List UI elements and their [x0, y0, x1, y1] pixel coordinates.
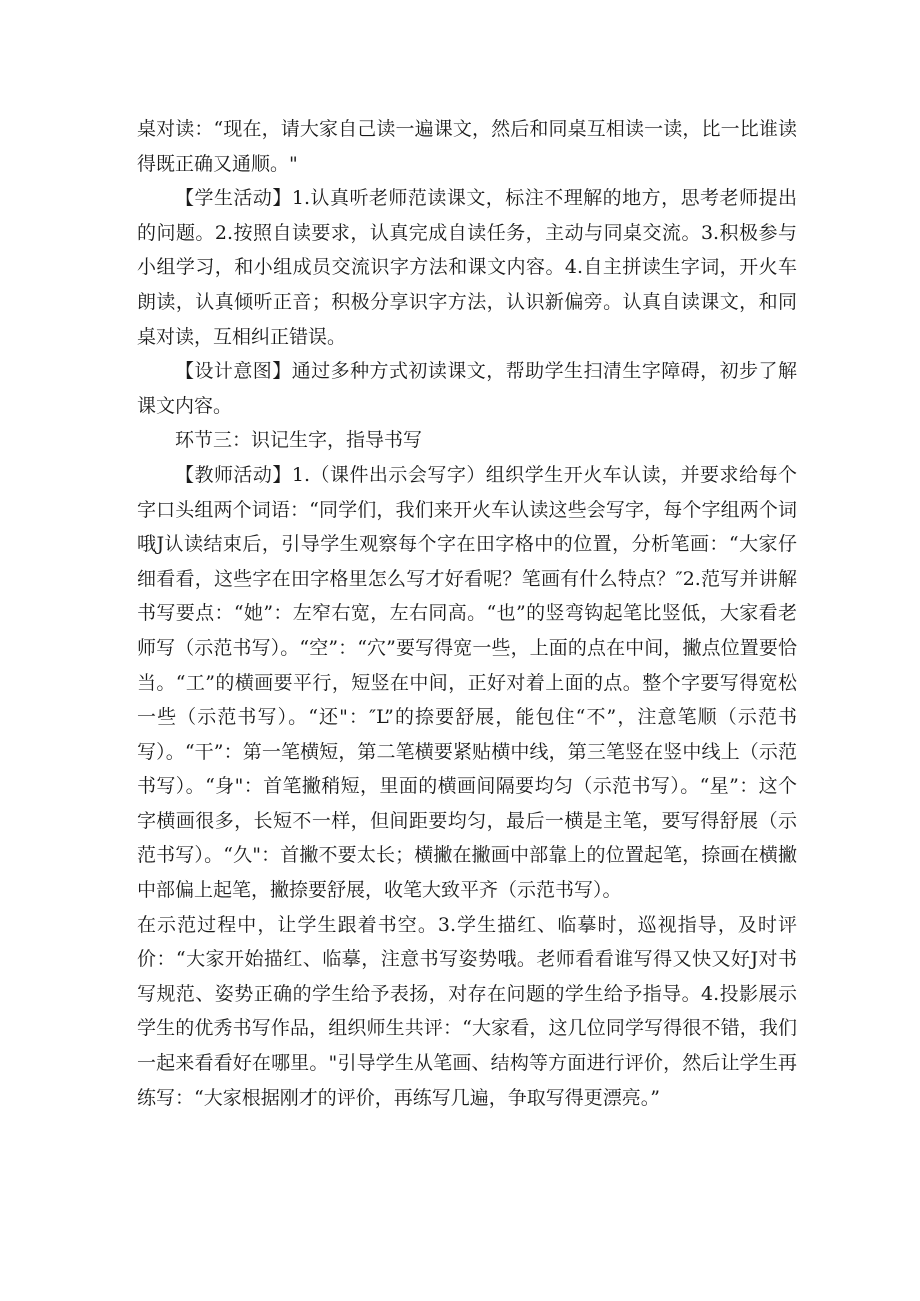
paragraph-text: 通过多种方式初读课文，帮助学生扫清生字障碍，初步了解课文内容。 — [137, 360, 797, 417]
heading-text: 环节三：识记生字，指导书写 — [175, 429, 423, 452]
paragraph-demonstration — [137, 908, 797, 1116]
paragraph-continuation — [137, 112, 797, 181]
section-label: 【教师活动】 — [175, 463, 292, 486]
document-body — [137, 112, 797, 1115]
section-label: 【设计意图】 — [175, 360, 292, 383]
paragraph-text: 在示范过程中，让学生跟着书空。3.学生描红、临摹时，巡视指导，及时评价：“大家开始描红、临摹，注意书写姿势哦。老师看看谁写得又快又好J对书写规范、姿势正确的学生给予表扬，对存在问题的学生给予指导。4.投影展示学生的优秀书写作品，组织师生共评：“大家看，这几位同学写得很不错，我们一起来看看好在哪里。"引导学生从笔画、结构等方面进行评价，然后让学生再练写：“大家根据刚才的评价，再练写几遍，争取写得更漂亮。” — [137, 913, 797, 1109]
section-label: 【学生活动】 — [175, 187, 292, 210]
paragraph-student-activity — [137, 181, 797, 354]
section-heading — [137, 423, 797, 458]
paragraph-text: 桌对读：“现在，请大家自己读一遍课文，然后和同桌互相读一读，比一比谁读得既正确又通顺。" — [137, 118, 797, 175]
paragraph-text: 1.（课件出示会写字）组织学生开火车认读，并要求给每个字口头组两个词语：“同学们，我们来开火车认读这些会写字，每个字组两个词哦J认读结束后，引导学生观察每个字在田字格中的位置，分析笔画：“大家仔细看看，这些字在田字格里怎么写才好看呢？笔画有什么特点？″2.范写并讲解书写要点：“她”：左窄右宽，左右同高。“也”的竖弯钩起笔比竖低，大家看老师写（示范书写）。“空”：“穴”要写得宽一些，上面的点在中间，撇点位置要恰当。“工”的横画要平行，短竖在中间，正好对着上面的点。整个字要写得宽松一些（示范书写）。“还"：″L”的捺要舒展，能包住“不”，注意笔顺（示范书写）。“干”：第一笔横短，第二笔横要紧贴横中线，第三笔竖在竖中线上（示范书写）。“身"：首笔撇稍短，里面的横画间隔要均匀（示范书写）。“星”：这个字横画很多，长短不一样，但间距要均匀，最后一横是主笔，要写得舒展（示范书写）。“久"：首撇不要太长；横撇在撇画中部靠上的位置起笔，捺画在横撇中部偏上起笔，撇捺要舒展，收笔大致平齐（示范书写）。 — [137, 463, 797, 902]
paragraph-teacher-activity — [137, 458, 797, 908]
paragraph-design-intent — [137, 354, 797, 423]
paragraph-text: 1.认真听老师范读课文，标注不理解的地方，思考老师提出的问题。2.按照自读要求，认真完成自读任务，主动与同桌交流。3.积极参与小组学习，和小组成员交流识字方法和课文内容。4.自主拼读生字词，开火车朗读，认真倾听正音；积极分享识字方法，认识新偏旁。认真自读课文，和同桌对读，互相纠正错误。 — [137, 187, 797, 348]
